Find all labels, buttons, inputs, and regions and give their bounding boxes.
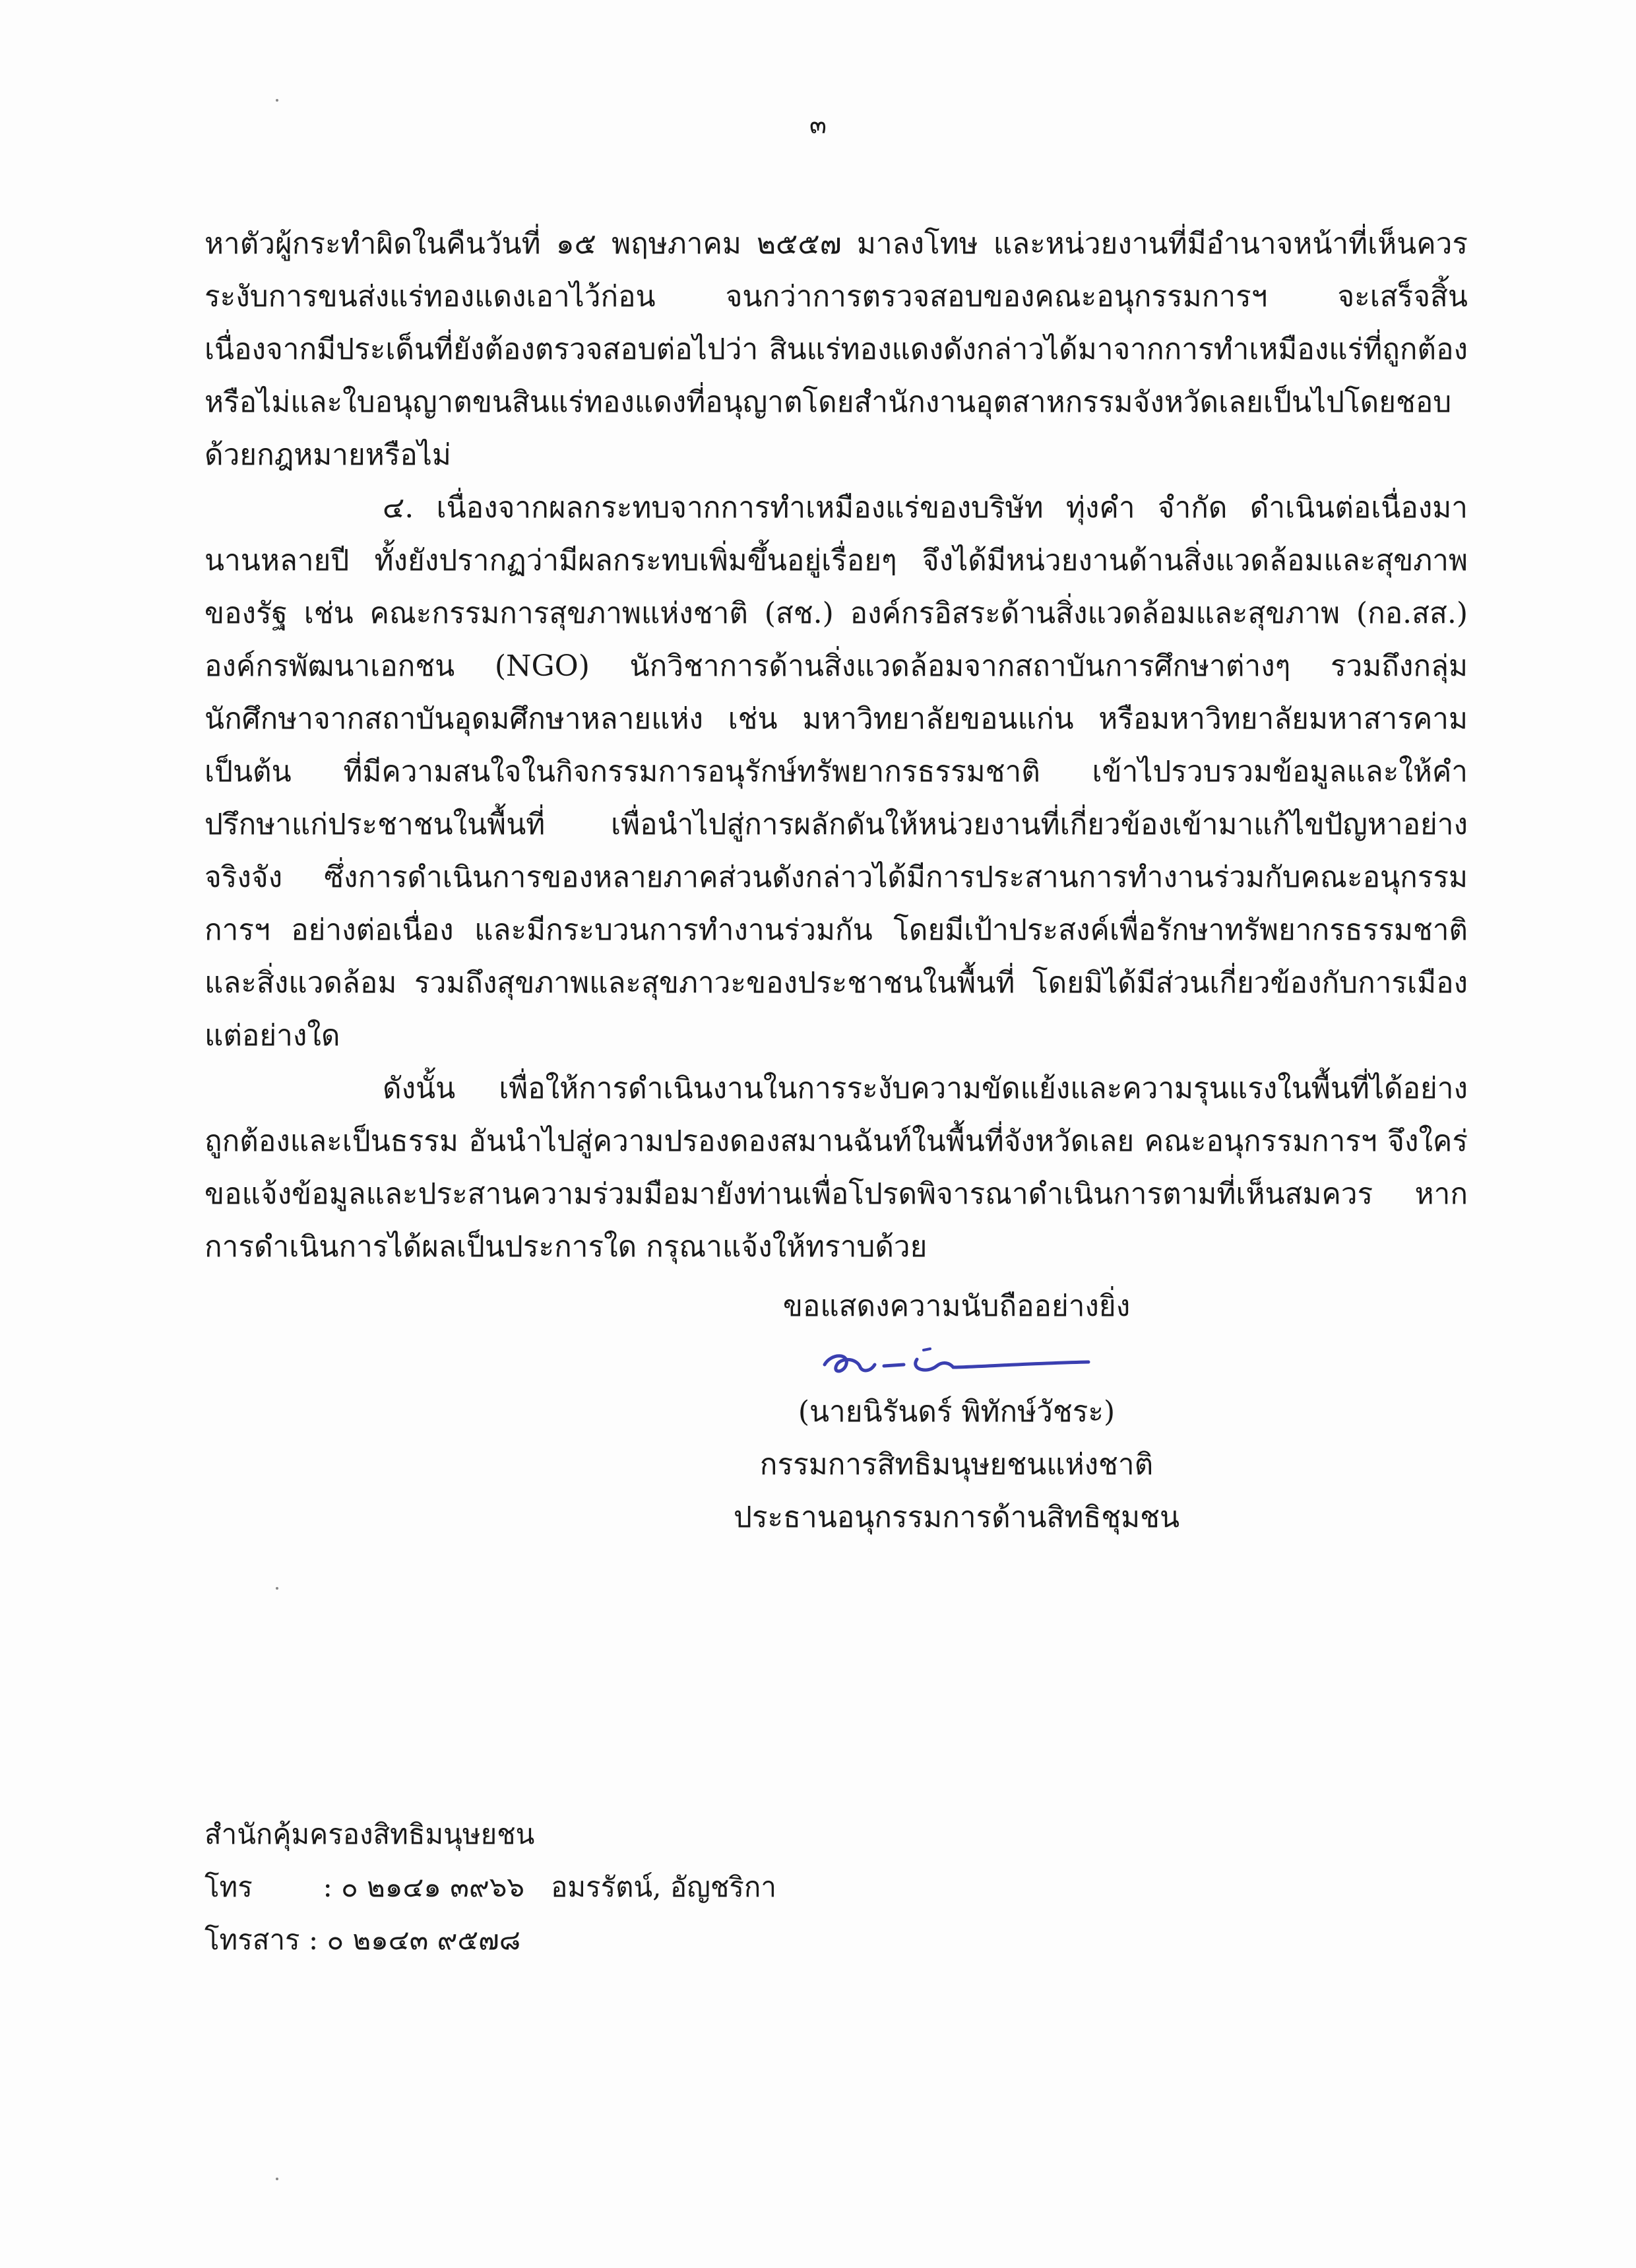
- signatory-title-2: ประธานอนุกรรมการด้านสิทธิชุมชน: [733, 1501, 1180, 1534]
- phone-value: : ๐ ๒๑๔๑ ๓๙๖๖: [323, 1871, 525, 1903]
- signatory-title-1: กรรมการสิทธิมนุษยชนแห่งชาติ: [759, 1448, 1154, 1481]
- scan-speck: [276, 1587, 278, 1590]
- signature-block: [693, 1280, 1220, 1544]
- fax-value: : ๐ ๒๑๔๓ ๙๕๗๘: [308, 1924, 521, 1956]
- signatory-name: (นายนิรันดร์ พิทักษ์วัชระ): [798, 1395, 1116, 1429]
- letter-body: [204, 218, 1468, 1274]
- paragraph-continuation: หาตัวผู้กระทำผิดในคืนวันที่ ๑๕ พฤษภาคม ๒๕๕๗ มาลงโทษ และหน่วยงานที่มีอำนาจหน้าที่เห็นควรระงับการขนส่งแร่ทองแดงเอาไว้ก่อน จนกว่าการตรวจสอบของคณะอนุกรรมการฯ จะเสร็จสิ้น เนื่องจากมีประเด็นที่ยังต้องตรวจสอบต่อไปว่า สินแร่ทองแดงดังกล่าวได้มาจากการทำเหมืองแร่ที่ถูกต้องหรือไม่และใบอนุญาตขนสินแร่ทองแดงที่อนุญาตโดยสำนักงานอุตสาหกรรมจังหวัดเลยเป็นไปโดยชอบด้วยกฎหมายหรือไม่: [204, 227, 1468, 472]
- phone-row: [204, 1861, 776, 1914]
- paragraph-item-4: ๔. เนื่องจากผลกระทบจากการทำเหมืองแร่ของบริษัท ทุ่งคำ จำกัด ดำเนินต่อเนื่องมานานหลายปี ทั้งยังปรากฏว่ามีผลกระทบเพิ่มขึ้นอยู่เรื่อยๆ จึงได้มีหน่วยงานด้านสิ่งแวดล้อมและสุขภาพของรัฐ เช่น คณะกรรมการสุขภาพแห่งชาติ (สช.) องค์กรอิสระด้านสิ่งแวดล้อมและสุขภาพ (กอ.สส.) องค์กรพัฒนาเอกชน (NGO) นักวิชาการด้านสิ่งแวดล้อมจากสถาบันการศึกษาต่างๆ รวมถึงกลุ่มนักศึกษาจากสถาบันอุดมศึกษาหลายแห่ง เช่น มหาวิทยาลัยขอนแก่น หรือมหาวิทยาลัยมหาสารคาม เป็นต้น ที่มีความสนใจในกิจกรรมการอนุรักษ์ทรัพยากรธรรมชาติ เข้าไปรวบรวมข้อมูลและให้คำปรึกษาแก่ประชาชนในพื้นที่ เพื่อนำไปสู่การผลักดันให้หน่วยงานที่เกี่ยวข้องเข้ามาแก้ไขปัญหาอย่างจริงจัง ซึ่งการดำเนินการของหลายภาคส่วนดังกล่าวได้มีการประสานการทำงานร่วมกับคณะอนุกรรมการฯ อย่างต่อเนื่อง และมีกระบวนการทำงานร่วมกัน โดยมีเป้าประสงค์เพื่อรักษาทรัพยากรธรรมชาติและสิ่งแวดล้อม รวมถึงสุขภาพและสุขภาวะของประชาชนในพื้นที่ โดยมิได้มีส่วนเกี่ยวข้องกับการเมืองแต่อย่างใด: [204, 491, 1468, 1053]
- fax-label: โทรสาร: [204, 1924, 300, 1956]
- handwritten-signature: [811, 1333, 1102, 1386]
- fax-row: [204, 1914, 776, 1966]
- contact-footer: [204, 1808, 776, 1966]
- phone-label: โทร: [204, 1871, 253, 1903]
- scan-speck: [276, 99, 278, 102]
- office-name: สำนักคุ้มครองสิทธิมนุษยชน: [204, 1818, 535, 1850]
- page-number: ๓: [809, 110, 827, 139]
- closing-phrase: ขอแสดงความนับถืออย่างยิ่ง: [782, 1289, 1131, 1323]
- scan-speck: [276, 2178, 278, 2180]
- phone-contacts: อมรรัตน์, อัญชริกา: [551, 1871, 776, 1903]
- paragraph-conclusion: ดังนั้น เพื่อให้การดำเนินงานในการระงับความขัดแย้งและความรุนแรงในพื้นที่ได้อย่างถูกต้องและเป็นธรรม อันนำไปสู่ความปรองดองสมานฉันท์ในพื้นที่จังหวัดเลย คณะอนุกรรมการฯ จึงใคร่ขอแจ้งข้อมูลและประสานความร่วมมือมายังท่านเพื่อโปรดพิจารณาดำเนินการตามที่เห็นสมควร หากการดำเนินการได้ผลเป็นประการใด กรุณาแจ้งให้ทราบด้วย: [204, 1072, 1468, 1264]
